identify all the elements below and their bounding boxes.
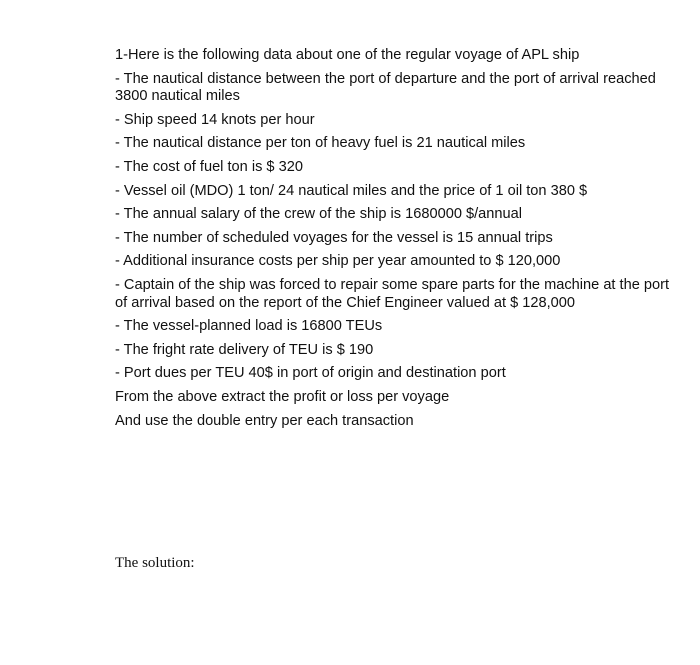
problem-item-speed: - Ship speed 14 knots per hour — [115, 111, 315, 128]
problem-item-freight-rate: - The fright rate delivery of TEU is $ 190 — [115, 341, 374, 358]
problem-item-distance: - The nautical distance between the port of departure and the port of arrival reached 3800 nautical miles — [115, 70, 656, 105]
problem-item-fuel-distance: - The nautical distance per ton of heavy fuel is 21 nautical miles — [115, 135, 526, 152]
solution-label: The solution: — [115, 555, 195, 571]
problem-closing-1: From the above extract the profit or loss per voyage — [115, 388, 450, 405]
problem-item-insurance: - Additional insurance costs per ship per year amounted to $ 120,000 — [115, 253, 561, 270]
problem-item-repair: - Captain of the ship was forced to repair some spare parts for the machine at the port of arrival based on the report of the Chief Engineer valued at $ 128,000 — [115, 276, 670, 311]
problem-item-load: - The vessel-planned load is 16800 TEUs — [115, 318, 383, 335]
problem-item-fuel-cost: - The cost of fuel ton is $ 320 — [115, 158, 303, 175]
problem-item-vessel-oil: - Vessel oil (MDO) 1 ton/ 24 nautical miles and the price of 1 oil ton 380 $ — [115, 182, 588, 199]
problem-item-voyages: - The number of scheduled voyages for the vessel is 15 annual trips — [115, 229, 553, 246]
problem-statement — [115, 44, 685, 433]
problem-closing-2: And use the double entry per each transaction — [115, 412, 414, 429]
problem-intro: 1-Here is the following data about one of the regular voyage of APL ship — [115, 47, 580, 63]
problem-item-crew-salary: - The annual salary of the crew of the ship is 1680000 $/annual — [115, 206, 523, 223]
problem-item-port-dues: - Port dues per TEU 40$ in port of origin and destination port — [115, 365, 506, 382]
